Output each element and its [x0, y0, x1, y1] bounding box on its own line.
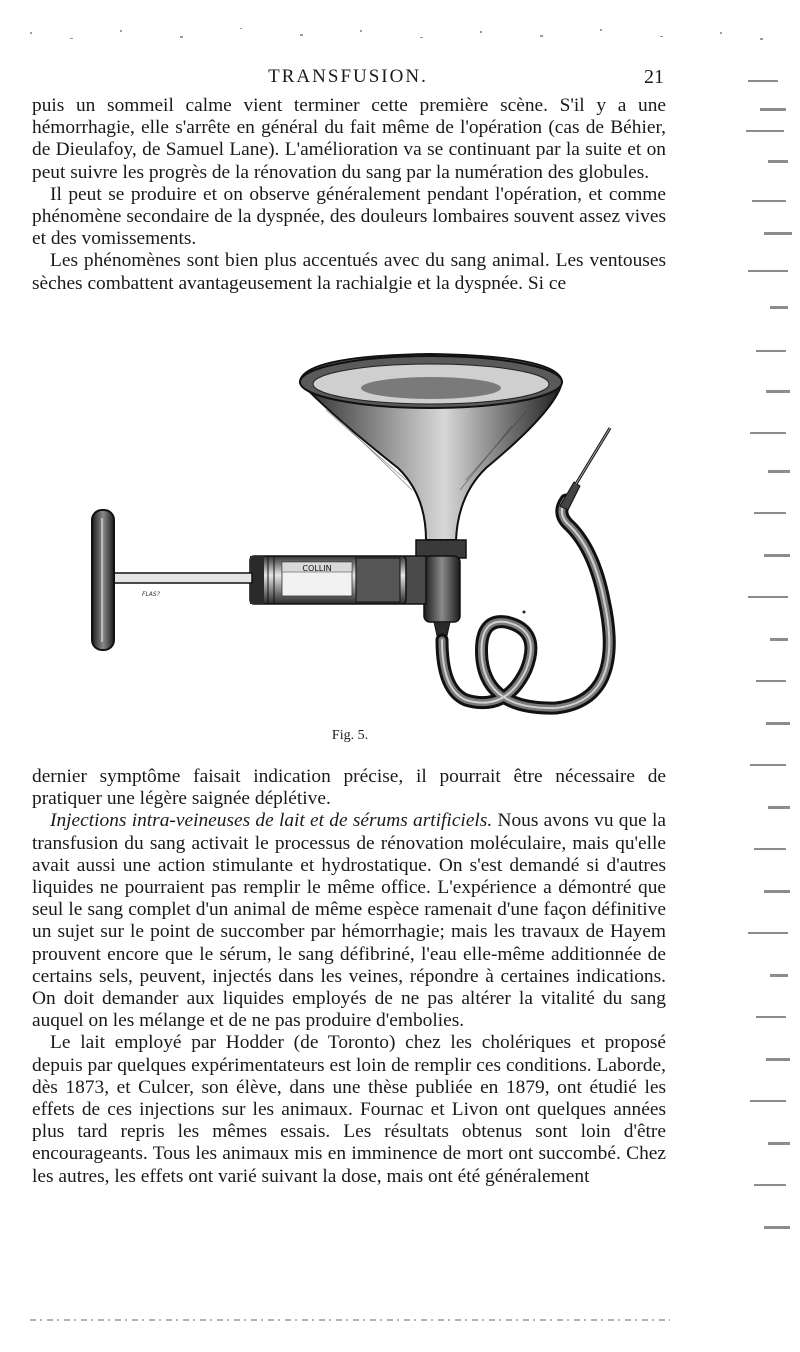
rubber-tube: [442, 500, 609, 708]
valve-body: [404, 540, 466, 640]
transfusion-apparatus-illustration: [86, 350, 646, 730]
running-title: TRANSFUSION.: [268, 66, 428, 87]
paragraph-text: Nous avons vu que la transfusion du sang activait le processus de rénovation moléculaire, mais qu'elle avait aussi une action stimulante et hydrostatique. On s'est demandé si d'autres liquides ne pourraient pas remplir le même office. L'expérience a démontré que seul le sang complet d'un animal de même espèce ramenait d'une façon définitive un sujet sur le point de succomber par hémorrhagie; mais les travaux de Hayem prouvent encore que le sérum, le sang défibriné, l'eau elle-même additionnée de certains sels, peuvent, injectés dans les veines, répondre à certaines indications. On doit demander aux liquides employés de ne pas altérer la vitalité du sang auquel on les mélange et de ne pas produire d'embolies.: [32, 810, 666, 1032]
page-number: 21: [644, 66, 664, 88]
figure-caption: Fig. 5.: [331, 728, 369, 743]
scan-noise-bottom: [30, 1316, 670, 1324]
plunger: [92, 510, 252, 650]
paragraph: Les phénomènes sont bien plus accentués avec du sang animal. Les ventouses sèches combattent avantageusement la rachialgie et la dyspnée. Si ce: [32, 250, 666, 294]
paragraph-injections: [32, 810, 666, 1032]
syringe: [250, 556, 406, 604]
page-header: [32, 66, 664, 92]
funnel: [300, 354, 562, 540]
text-block-top: [32, 95, 666, 295]
paragraph: Le lait employé par Hodder (de Toronto) chez les cholériques et proposé depuis par quelques expérimentateurs est loin de remplir ces conditions. Laborde, dès 1873, et Culcer, son élève, dans une thèse publiée en 1879, ont étudié les effets de ces injections sur les animaux. Fournac et Livon ont quelques années plus tard repris les mêmes essais. Les résultats obtenus sont loin d'être encourageants. Tous les animaux mis en imminence de mort ont succombé. Chez les autres, les effets ont varié suivant la dose, mais ont été généralement: [32, 1032, 666, 1187]
syringe-maker-label: COLLIN: [302, 564, 332, 573]
text-block-bottom: [32, 766, 666, 1188]
paragraph: puis un sommeil calme vient terminer cette première scène. S'il y a une hémorrhagie, elle s'arrête en général du fait même de l'opération (cas de Béhier, de Dieulafoy, de Samuel Lane). L'amélioration va se continuant par la suite et on peut suivre les progrès de la rénovation du sang par la numération des globules.: [32, 95, 666, 183]
scan-noise-margin: [708, 60, 800, 1290]
paragraph: dernier symptôme faisait indication précise, il pourrait être nécessaire de pratiquer une légère saignée déplétive.: [32, 766, 666, 810]
section-lead-heading: Injections intra-veineuses de lait et de sérums artificiels.: [50, 810, 493, 832]
paragraph: Il peut se produire et on observe généralement pendant l'opération, et comme phénomène secondaire de la dyspnée, des douleurs lombaires souvent assez vives et des vomissements.: [32, 183, 666, 250]
scan-noise-top: [0, 0, 800, 60]
engraver-signature: FLAS?: [142, 591, 160, 598]
